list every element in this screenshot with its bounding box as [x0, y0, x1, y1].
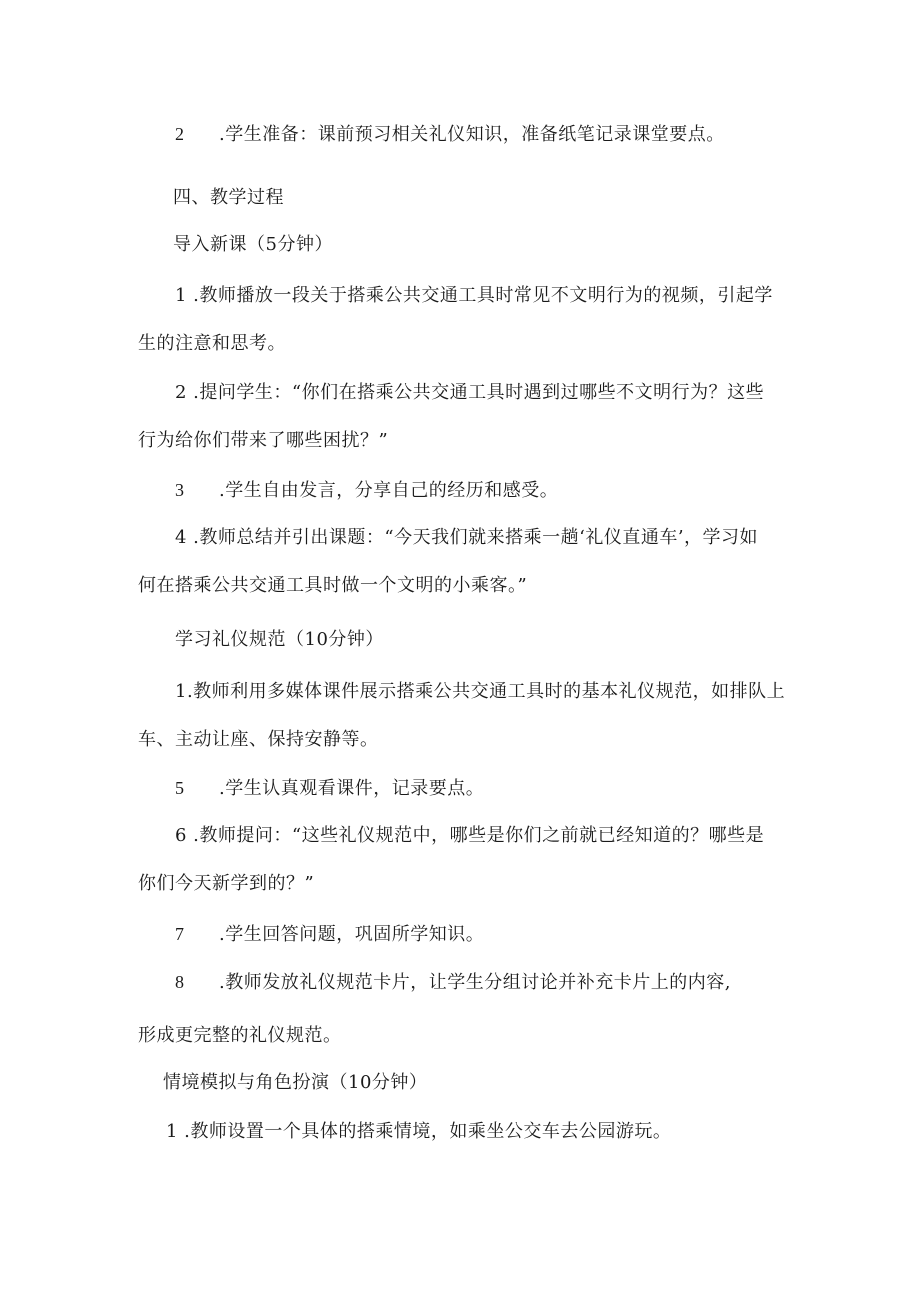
norms-paragraph-8-line-2: 形成更完整的礼仪规范。 — [138, 1025, 342, 1046]
roleplay-paragraph-1: 1 .教师设置一个具体的搭乘情境，如乘坐公交车去公园游玩。 — [166, 1121, 672, 1142]
list-number: 8 — [175, 972, 185, 992]
intro-paragraph-1-line-1: 1 .教师播放一段关于搭乘公共交通工具时常见不文明行为的视频，引起学 — [175, 285, 773, 306]
intro-paragraph-2-line-1: 2 .提问学生：“你们在搭乘公共交通工具时遇到过哪些不文明行为？这些 — [175, 382, 765, 403]
roleplay-subtitle: 情境模拟与角色扮演（10分钟） — [163, 1072, 428, 1093]
intro-paragraph-2-line-2: 行为给你们带来了哪些困扰？” — [138, 430, 389, 451]
norms-paragraph-6-line-2: 你们今天新学到的？” — [138, 873, 315, 894]
paragraph-text: .学生准备：课前预习相关礼仪知识，准备纸笔记录课堂要点。 — [219, 124, 725, 145]
paragraph-text: .学生回答问题，巩固所学知识。 — [219, 924, 485, 945]
intro-paragraph-1-line-2: 生的注意和思考。 — [138, 333, 286, 354]
paragraph-text: .学生自由发言，分享自己的经历和感受。 — [219, 480, 559, 501]
norms-paragraph-1-line-1: 1.教师利用多媒体课件展示搭乘公共交通工具时的基本礼仪规范，如排队上 — [175, 681, 786, 702]
section-title: 四、教学过程 — [173, 187, 284, 208]
paragraph-text: .学生认真观看课件，记录要点。 — [219, 778, 485, 799]
norms-paragraph-7 — [175, 922, 484, 947]
prep-student-paragraph — [175, 122, 725, 147]
norms-paragraph-5 — [175, 776, 484, 801]
norms-subtitle: 学习礼仪规范（10分钟） — [175, 629, 384, 650]
list-number: 5 — [175, 778, 185, 798]
norms-paragraph-8-line-1 — [175, 970, 731, 995]
intro-subtitle: 导入新课（5分钟） — [173, 234, 333, 255]
intro-paragraph-3 — [175, 478, 558, 503]
norms-paragraph-6-line-1: 6 .教师提问：“这些礼仪规范中，哪些是你们之前就已经知道的？哪些是 — [175, 825, 765, 846]
list-number: 2 — [175, 124, 185, 144]
paragraph-text: .教师发放礼仪规范卡片，让学生分组讨论并补充卡片上的内容, — [219, 972, 731, 993]
list-number: 3 — [175, 480, 185, 500]
norms-paragraph-1-line-2: 车、主动让座、保持安静等。 — [138, 729, 379, 750]
intro-paragraph-4-line-1: 4 .教师总结并引出课题：“今天我们就来搭乘一趟‘礼仪直通车’，学习如 — [175, 527, 759, 548]
list-number: 7 — [175, 924, 185, 944]
intro-paragraph-4-line-2: 何在搭乘公共交通工具时做一个文明的小乘客。” — [138, 575, 528, 596]
